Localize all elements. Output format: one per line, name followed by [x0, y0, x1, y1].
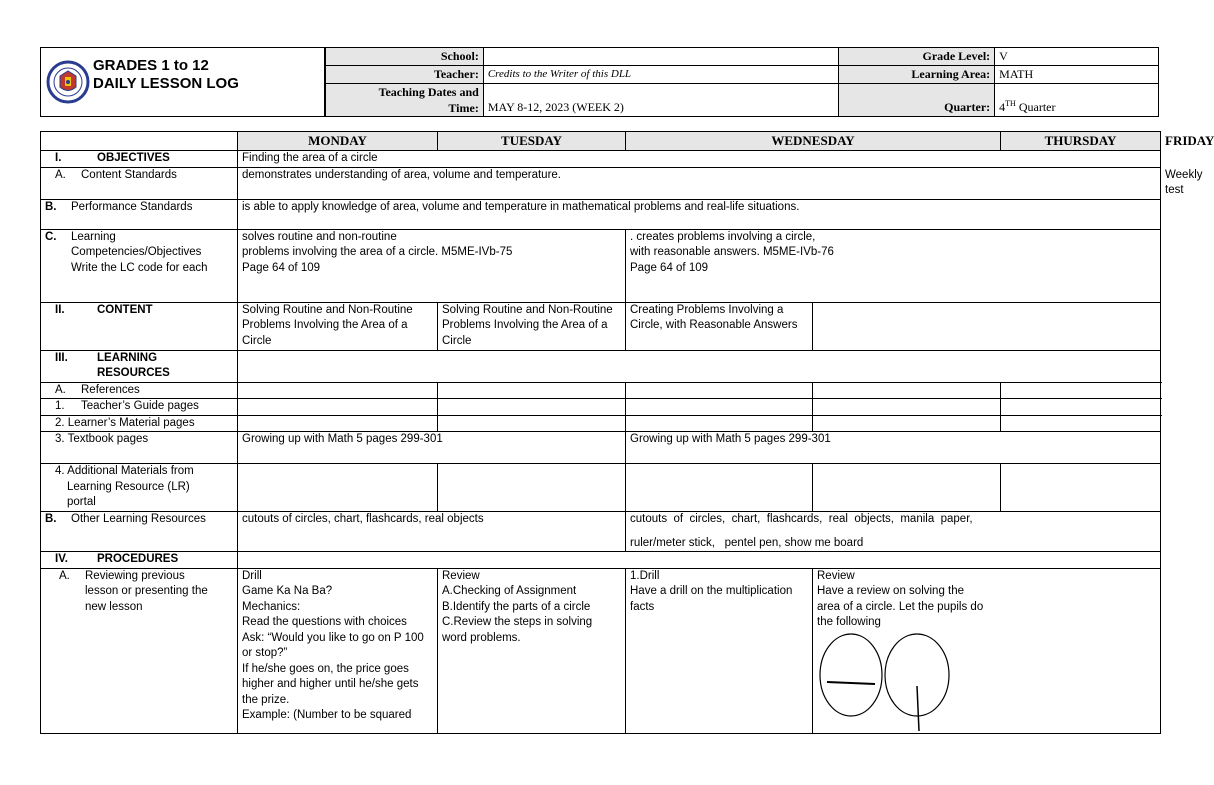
- performance-standards-text: is able to apply knowledge of area, volume and temperature in mathematical problems and real-life situations.: [238, 199, 1161, 229]
- day-header-wednesday: WEDNESDAY: [626, 132, 1001, 151]
- content-monday: Solving Routine and Non-Routine Problems Involving the Area of a Circle: [238, 302, 438, 350]
- ref-mon: [238, 382, 438, 399]
- header-info-table: [325, 47, 1159, 117]
- performance-standards-label: B. Performance Standards: [41, 199, 238, 229]
- circle-radius-drawing: [885, 634, 949, 716]
- content-wednesday: Creating Problems Involving a Circle, with Reasonable Answers: [626, 302, 813, 350]
- content-tuesday: Solving Routine and Non-Routine Problems Involving the Area of a Circle: [438, 302, 626, 350]
- competencies-monday: solves routine and non-routine problems involving the area of a circle. M5ME-IVb-75 Page 64 of 109: [238, 229, 626, 302]
- page-title: GRADES 1 to 12 DAILY LESSON LOG: [93, 57, 239, 92]
- textbook-monday: Growing up with Math 5 pages 299-301: [238, 432, 626, 464]
- day-header-monday: MONDAY: [238, 132, 438, 151]
- learning-area-value: MATH: [995, 66, 1159, 84]
- circle-radius-line: [917, 686, 919, 731]
- ref-fri: [1001, 382, 1161, 399]
- add-mon: [238, 464, 438, 512]
- add-tue: [438, 464, 626, 512]
- teacher-label: Teacher:: [326, 66, 484, 84]
- add-wed: [626, 464, 813, 512]
- reviewing-wednesday: 1.Drill Have a drill on the multiplication facts: [626, 568, 813, 733]
- add-thu: [813, 464, 1001, 512]
- content-standards-text: demonstrates understanding of area, volume and temperature.: [238, 167, 1161, 199]
- school-value: [483, 48, 839, 66]
- reviewing-tuesday: Review A.Checking of Assignment B.Identify the parts of a circle C.Review the steps in solving word problems.: [438, 568, 626, 733]
- corner-cell: [41, 132, 238, 151]
- objectives-label: I. OBJECTIVES: [41, 151, 238, 168]
- other-resources-monday: cutouts of circles, chart, flashcards, real objects: [238, 512, 626, 552]
- learners-material-label: 2. Learner’s Material pages: [41, 415, 238, 432]
- deped-seal-icon: [46, 56, 90, 108]
- tg-thu: [813, 399, 1001, 416]
- teaching-dates-value: MAY 8-12, 2023 (WEEK 2): [483, 84, 839, 117]
- circle-diameter-line: [827, 682, 875, 684]
- other-resources-wednesday: cutouts of circles, chart, flashcards, real objects, manila paper, ruler/meter stick, pentel pen, show me board: [626, 512, 1161, 552]
- competencies-label: C. Learning Competencies/Objectives Write the LC code for each: [41, 229, 238, 302]
- textbook-wednesday: Growing up with Math 5 pages 299-301: [626, 432, 1161, 464]
- content-standards-label: A. Content Standards: [41, 167, 238, 199]
- content-thursday: [813, 302, 1161, 350]
- references-label: A. References: [41, 382, 238, 399]
- tg-wed: [626, 399, 813, 416]
- other-resources-label: B. Other Learning Resources: [41, 512, 238, 552]
- ref-thu: [813, 382, 1001, 399]
- teachers-guide-label: 1. Teacher’s Guide pages: [41, 399, 238, 416]
- teacher-value: Credits to the Writer of this DLL: [483, 66, 839, 84]
- tg-mon: [238, 399, 438, 416]
- procedures-label: IV. PROCEDURES: [41, 552, 238, 569]
- lesson-log-table: MONDAY TUESDAY WEDNESDAY THURSDAY FRIDAY I. OBJECTIVES Finding the area of a circle A. Content Standards demonstrates understanding of area, volume and temperature. Weekly test B. Performance Standards is able to apply knowledge of area, volume and temperature in mathematical problems and real-life situations. C. Learning Competencies/Objectives Write the LC code for each solves routine and non-routine problems involving the area of a circle. M5ME-IVb-75 Page 64 of 109 . creates problems involving a circle, with reasonable answers. M5ME-IVb-76 Page 64 of 109 II. CONTENT Solving Routine and Non-Routine Problems Involving the Area of a Circle Solving Routine and Non-Routine Problems Involving the Area of a Circle Creating Problems Involving a Circle, with Reasonable Answers III. LEARNING RESOURCES A. References 1. Teacher’s Guide pages 2. Learner’s Material pages 3. Textbook pages Growing up with Math 5 pages 299-301 Growing up with Math 5 pages 299-301 4. Additional Materials from Learning Resource (LR) portal B. Other Learning Resources cutouts of circles, chart, flashcards, real objects cutouts of circles, chart, flashcards, real objects, manila paper, ruler/meter stick, pentel pen, show me board IV. PROCEDURES A. Reviewing previous lesson or presenting the new lesson Drill Game Ka Na Ba? Mechanics: Read the questions with choices Ask: “Would you like to go on P 100 or stop?” If he/she goes on, the price goes higher and higher until he/she gets the prize. Example: (Number to be squared Review A.Checking of Assignment B.Identify the parts of a circle C.Review the steps in solving word problems. 1.Drill Have a drill on the multiplication facts Review Have a review on solving the area of a circle. Let the pupils do the following: [40, 131, 1161, 734]
- day-header-tuesday: TUESDAY: [438, 132, 626, 151]
- reviewing-label: A. Reviewing previous lesson or presenting the new lesson: [41, 568, 238, 733]
- textbook-label: 3. Textbook pages: [41, 432, 238, 464]
- header-logo-block: [40, 47, 325, 117]
- lm-mon: [238, 415, 438, 432]
- add-fri: [1001, 464, 1161, 512]
- lm-tue: [438, 415, 626, 432]
- learning-area-label: Learning Area:: [839, 66, 995, 84]
- learning-resources-label: III. LEARNING RESOURCES: [41, 350, 238, 382]
- ref-tue: [438, 382, 626, 399]
- grade-level-value: V: [995, 48, 1159, 66]
- grade-level-label: Grade Level:: [839, 48, 995, 66]
- ref-wed: [626, 382, 813, 399]
- content-label: II. CONTENT: [41, 302, 238, 350]
- procedures-cell: [238, 552, 1161, 569]
- competencies-wednesday: . creates problems involving a circle, with reasonable answers. M5ME-IVb-76 Page 64 of 109: [626, 229, 1161, 302]
- reviewing-monday: Drill Game Ka Na Ba? Mechanics: Read the questions with choices Ask: “Would you like to go on P 100 or stop?” If he/she goes on, the price goes higher and higher until he/she gets the prize. Example: (Number to be squared: [238, 568, 438, 733]
- reviewing-thursday: Review Have a review on solving the area of a circle. Let the pupils do the following: [813, 568, 1161, 733]
- lm-thu: [813, 415, 1001, 432]
- quarter-label: Quarter:: [839, 84, 995, 117]
- lm-wed: [626, 415, 813, 432]
- circles-drawing: [817, 633, 957, 733]
- learning-resources-cell: [238, 350, 1161, 382]
- objectives-text: Finding the area of a circle: [238, 151, 1161, 168]
- quarter-value: 4TH Quarter: [995, 84, 1159, 117]
- circle-diameter-drawing: [820, 634, 882, 716]
- teaching-dates-label: Teaching Dates and Time:: [326, 84, 484, 117]
- additional-materials-label: 4. Additional Materials from Learning Resource (LR) portal: [41, 464, 238, 512]
- lm-fri: [1001, 415, 1161, 432]
- school-label: School:: [326, 48, 484, 66]
- tg-tue: [438, 399, 626, 416]
- tg-fri: [1001, 399, 1161, 416]
- day-header-thursday: THURSDAY: [1001, 132, 1161, 151]
